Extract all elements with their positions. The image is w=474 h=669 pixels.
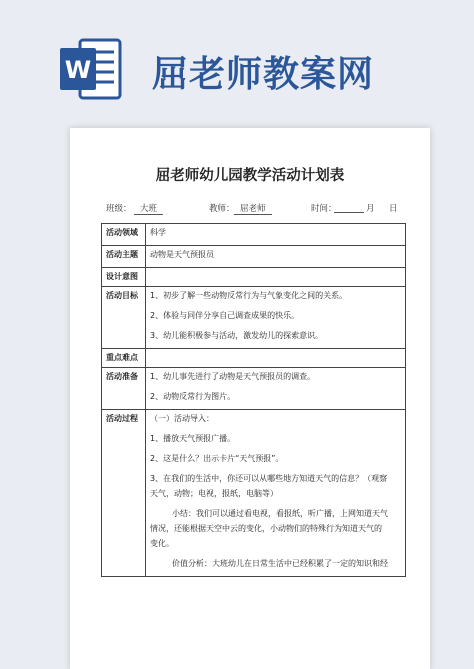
month-label: 月: [366, 204, 375, 214]
content-line: 1、播放天气预报广播。: [150, 434, 236, 443]
row-label: 活动主题: [102, 246, 146, 268]
row-content: [146, 246, 406, 268]
table-row: [102, 349, 406, 368]
table-row: [102, 246, 406, 268]
class-label: 班级：: [106, 204, 132, 214]
content-line: 小结：我们可以通过看电视，看报纸，听广播，上网知道天气: [172, 509, 388, 518]
teacher-label: 教师：: [209, 204, 235, 214]
teacher-value: 屈老师: [234, 202, 272, 215]
row-content: [146, 287, 406, 349]
row-label: 活动准备: [102, 368, 146, 410]
word-document-icon: [58, 36, 124, 102]
row-label: 活动过程: [102, 410, 146, 577]
content-line: 科学: [150, 228, 166, 237]
info-line: [106, 202, 406, 216]
brand-banner: [0, 0, 474, 118]
document-page: [70, 128, 430, 669]
activity-plan-table: [101, 223, 406, 577]
logo-letter: W: [64, 56, 92, 84]
content-line: 变化。: [150, 539, 174, 548]
content-line: 动物是天气预报员: [150, 250, 214, 259]
content-line: 2、体验与同伴分享自己调查成果的快乐。: [150, 311, 300, 320]
table-row: [102, 268, 406, 287]
row-label: 重点难点: [102, 349, 146, 368]
content-line: 2、这是什么？出示卡片“天气预报”。: [150, 454, 284, 463]
row-content: [146, 368, 406, 410]
day-label: 日: [389, 204, 398, 214]
table-row: [102, 410, 406, 577]
row-label: 设计意图: [102, 268, 146, 287]
month-blank: [334, 202, 364, 213]
time-label: 时间：: [311, 204, 337, 214]
brand-name: 屈老师教案网: [152, 53, 375, 95]
content-line: （一）活动导入：: [150, 414, 214, 423]
content-line: 1、幼儿事先进行了动物是天气预报员的调查。: [150, 372, 316, 381]
content-line: 价值分析：大班幼儿在日常生活中已经积累了一定的知识和经: [172, 559, 388, 568]
table-row: [102, 224, 406, 246]
row-label: 活动领域: [102, 224, 146, 246]
row-content: [146, 268, 406, 287]
document-title: 屈老师幼儿园教学活动计划表: [155, 168, 345, 184]
content-line: 3、在我们的生活中，你还可以从哪些地方知道天气的信息？（观察: [150, 474, 388, 483]
row-content: [146, 349, 406, 368]
content-line: 3、幼儿能积极参与活动，激发幼儿的探索意识。: [150, 331, 324, 340]
class-value: 大班: [134, 202, 163, 215]
table-row: [102, 368, 406, 410]
row-content: [146, 224, 406, 246]
content-line: 1、初步了解一些动物反常行为与气象变化之间的关系。: [150, 291, 348, 300]
content-line: 情况，还能根据天空中云的变化，小动物们的特殊行为知道天气的: [150, 524, 382, 533]
row-content: [146, 410, 406, 577]
table-row: [102, 287, 406, 349]
content-line: 天气，动物；电视，报纸，电脑等）: [150, 489, 278, 498]
content-line: 2、动物反常行为图片。: [150, 392, 236, 401]
row-label: 活动目标: [102, 287, 146, 349]
